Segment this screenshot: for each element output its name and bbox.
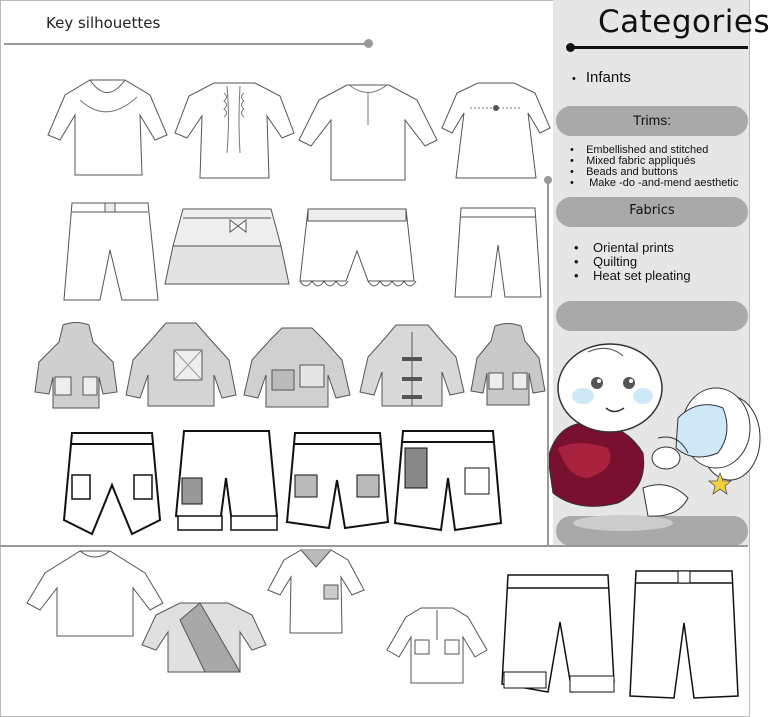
fabrics-item: • Oriental prints <box>574 240 674 255</box>
title-underline-dot <box>364 39 373 48</box>
fabrics-item: • Quilting <box>574 254 638 269</box>
asymmetric-tee-sketch <box>140 600 268 675</box>
cuffed-shorts-sketch <box>174 428 279 538</box>
straight-shorts-sketch <box>628 568 740 703</box>
categories-rule <box>572 46 748 49</box>
section-title: Key silhouettes <box>46 14 161 32</box>
infants-label: Infants <box>585 69 631 86</box>
ruffle-shorts-sketch <box>298 206 416 296</box>
smock-dress-sketch <box>440 78 552 183</box>
cargo-harem-pants-sketch <box>62 430 162 538</box>
henley-shirt-sketch <box>383 605 491 687</box>
horizontal-divider <box>0 545 748 547</box>
fabrics-bar <box>556 197 748 227</box>
trims-label: Trims: <box>632 112 672 128</box>
baby-illustration <box>548 338 750 528</box>
trims-list <box>570 145 738 189</box>
fabrics-item: • Heat set pleating <box>574 268 691 283</box>
trims-item: • Embellished and stitched <box>570 144 709 156</box>
trims-item: • Mixed fabric appliqués <box>570 155 696 167</box>
fabrics-list <box>574 241 691 283</box>
rolled-pants-sketch <box>500 572 615 700</box>
title-underline <box>4 43 368 45</box>
categories-title: Categories <box>598 4 770 40</box>
empty-bar <box>556 301 748 331</box>
trims-bar <box>556 106 748 136</box>
hooded-jacket-sketch <box>33 322 119 412</box>
polo-shirt-sketch <box>266 545 366 637</box>
infants-bullet: • Infants <box>572 69 631 86</box>
vertical-divider <box>547 180 549 546</box>
tiered-skirt-sketch <box>163 206 291 288</box>
duffle-coat-sketch <box>469 323 547 408</box>
tunic-sketch <box>297 80 439 185</box>
blouse-sketch <box>45 75 170 180</box>
trims-item: • Make -do -and-mend aesthetic <box>570 177 739 189</box>
trims-item: • Beads and buttons <box>570 166 678 178</box>
capri-pants-sketch <box>453 205 543 300</box>
ruffle-blouse-sketch <box>172 78 297 183</box>
patchwork-jacket-sketch <box>242 325 352 410</box>
pants-sketch <box>60 200 160 305</box>
quilted-jacket-sketch <box>124 320 239 410</box>
toggle-jacket-sketch <box>356 322 468 410</box>
utility-shorts-sketch <box>285 430 390 538</box>
fabrics-label: Fabrics <box>629 203 675 218</box>
patch-shorts-sketch <box>393 428 503 536</box>
